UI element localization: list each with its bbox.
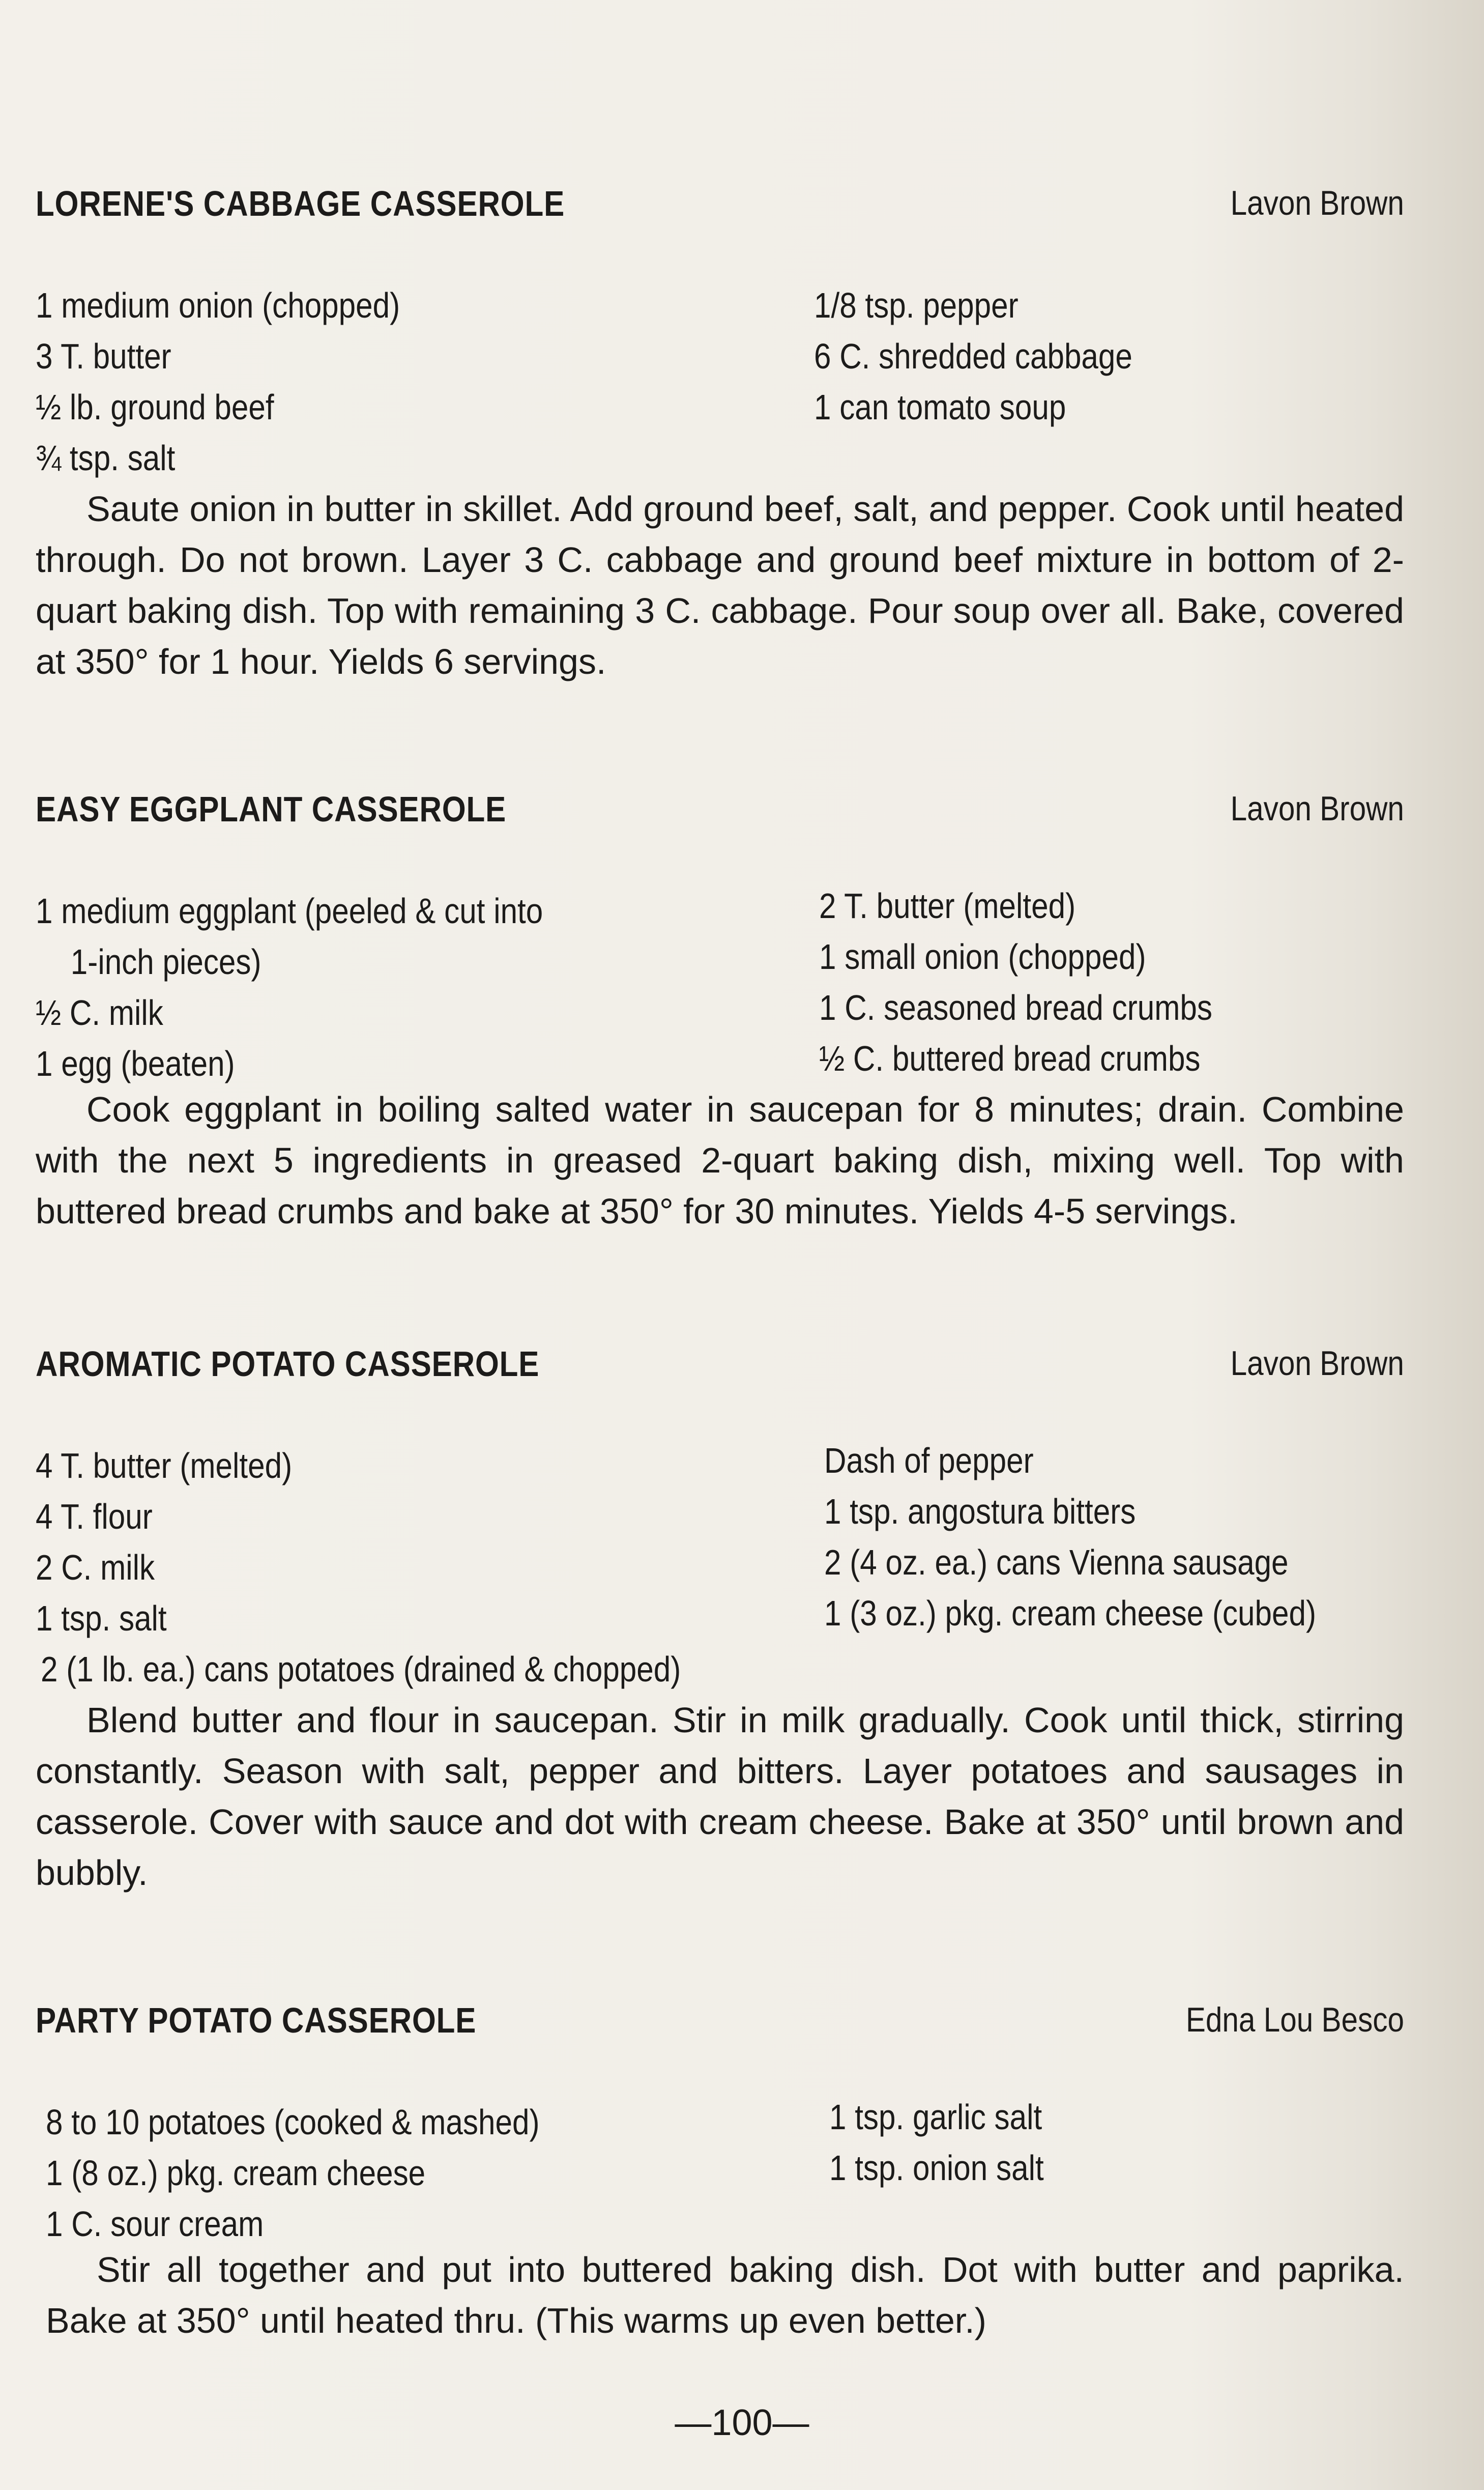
ingredient: 1-inch pieces) [70, 942, 261, 982]
ingredient: 1 medium onion (chopped) [36, 285, 400, 325]
ingredient: 1 tsp. onion salt [829, 2148, 1044, 2188]
ingredient: 4 T. flour [36, 1497, 153, 1536]
ingredient: 1 tsp. garlic salt [829, 2097, 1042, 2137]
ingredient: 1 small onion (chopped) [819, 937, 1146, 977]
recipe-instructions: Saute onion in butter in skillet. Add ground beef, salt, and pepper. Cook until heated through. Do not brown. Layer 3 C. cabbage and ground beef mixture in bottom of 2-quart baking dish. Top with remaining 3 C. cabbage. Pour soup over all. Bake, covered at 350° for 1 hour. Yields 6 servings. [36, 489, 1404, 681]
ingredient: 1 medium eggplant (peeled & cut into [36, 891, 543, 931]
ingredient: 1 (3 oz.) pkg. cream cheese (cubed) [824, 1593, 1317, 1633]
ingredient: 2 C. milk [36, 1548, 155, 1587]
ingredient: 2 T. butter (melted) [819, 886, 1076, 926]
ingredient: 1/8 tsp. pepper [814, 285, 1019, 325]
ingredient: 1 tsp. salt [36, 1598, 167, 1638]
ingredient: 3 T. butter [36, 336, 171, 376]
recipe-title: AROMATIC POTATO CASSEROLE [36, 1344, 540, 1384]
ingredient: ½ C. milk [36, 993, 163, 1033]
recipe-instructions: Cook eggplant in boiling salted water in saucepan for 8 minutes; drain. Combine with the next 5 ingredients in greased 2-quart baking dish, mixing well. Top with buttered bread crumbs and bake at 350° for 30 minutes. Yields 4-5 servings. [36, 1090, 1404, 1231]
recipe-author: Edna Lou Besco [1185, 2000, 1404, 2039]
recipe-author: Lavon Brown [1230, 184, 1404, 222]
ingredient: 1 egg (beaten) [36, 1044, 235, 1083]
ingredient: 1 C. sour cream [46, 2204, 264, 2244]
ingredient: 8 to 10 potatoes (cooked & mashed) [46, 2102, 540, 2142]
recipe-instructions: Blend butter and flour in saucepan. Stir in milk gradually. Cook until thick, stirring constantly. Season with salt, pepper and bitters. Layer potatoes and sausages in casserole. Cover with sauce and dot with cream cheese. Bake at 350° until brown and bubbly. [36, 1700, 1404, 1893]
ingredient: 1 can tomato soup [814, 387, 1066, 427]
ingredient: ½ C. buttered bread crumbs [819, 1039, 1201, 1078]
ingredient: Dash of pepper [824, 1441, 1034, 1480]
ingredient: 2 (4 oz. ea.) cans Vienna sausage [824, 1542, 1289, 1582]
recipe-instructions: Stir all together and put into buttered baking dish. Dot with butter and paprika. Bake at 350° until heated thru. (This warms up even better.) [46, 2250, 1404, 2340]
recipe-author: Lavon Brown [1230, 789, 1404, 828]
ingredient: ½ lb. ground beef [36, 387, 274, 427]
ingredient: 2 (1 lb. ea.) cans potatoes (drained & chopped) [41, 1649, 681, 1689]
ingredient: 1 C. seasoned bread crumbs [819, 988, 1212, 1027]
recipe-title: EASY EGGPLANT CASSEROLE [36, 789, 507, 829]
recipe-title: PARTY POTATO CASSEROLE [36, 2000, 477, 2040]
ingredient: 6 C. shredded cabbage [814, 336, 1132, 376]
ingredient: 1 (8 oz.) pkg. cream cheese [46, 2153, 426, 2193]
recipe-author: Lavon Brown [1230, 1344, 1404, 1383]
ingredient: 4 T. butter (melted) [36, 1446, 293, 1485]
ingredient: ¾ tsp. salt [36, 438, 176, 478]
page-number: —100— [675, 2402, 809, 2443]
recipe-title: LORENE'S CABBAGE CASSEROLE [36, 184, 565, 223]
ingredient: 1 tsp. angostura bitters [824, 1492, 1136, 1531]
